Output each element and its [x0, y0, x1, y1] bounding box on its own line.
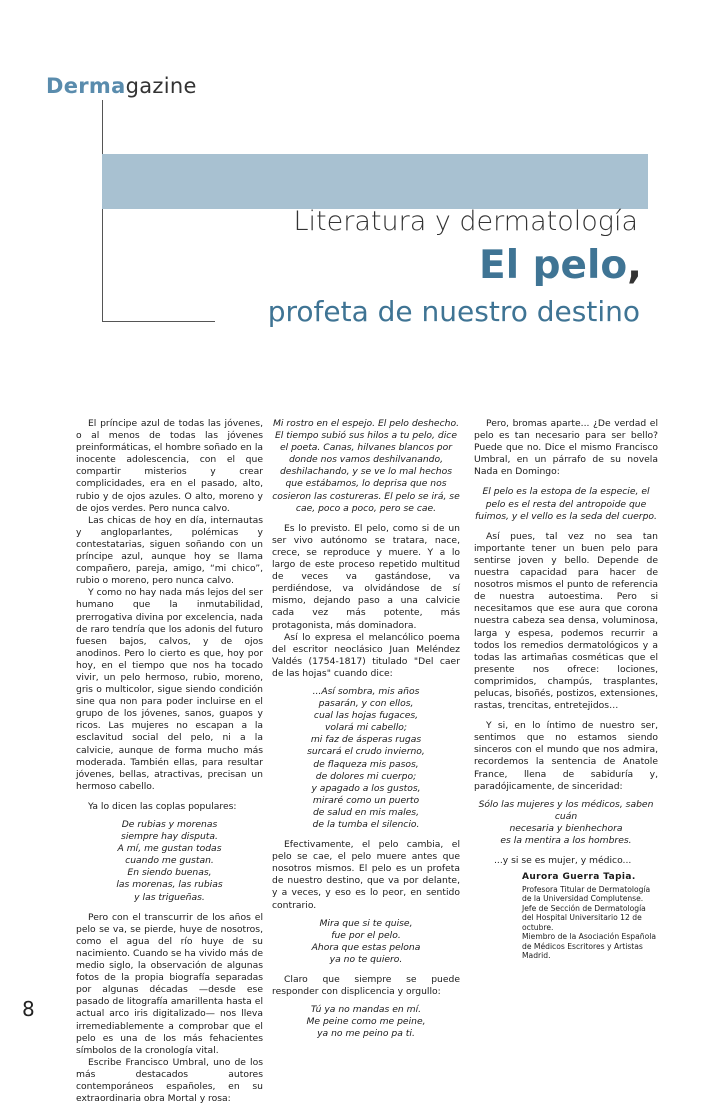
verse-line: volará mi cabello;	[325, 722, 407, 734]
quote-line: necesaria y bienhechora	[509, 822, 623, 834]
author-credential: Jefe de Sección de Dermatología	[522, 903, 646, 913]
section-kicker: Literatura y dermatología	[293, 206, 638, 237]
umbral-quote: Mi rostro en el espejo. El pelo deshecho. El tiempo subió sus hilos a tu pelo, dice el poeta. Canas, hilvanes blancos por donde nos vamos deshilvanando, deshilachando, y se ve lo mal hechos que estábamos, lo deprisa que nos cosieron las costureras. El pelo se irá, se cae, poco a poco, pero se cae.	[272, 418, 460, 514]
paragraph: Ya lo dicen las coplas populares:	[88, 800, 237, 812]
article-subtitle: profeta de nuestro destino	[267, 295, 640, 328]
verse-coplas	[76, 819, 263, 904]
paragraph: Las chicas de hoy en día, internautas y angloparlantes, polémicas y contestatarias, siguen soñando con un príncipe azul, aunque hoy se llama compañero, pareja, amigo, “mi chico”, rubio o moreno, pero nunca calvo.	[76, 514, 263, 587]
verse-line: y las trigueñas.	[134, 891, 205, 903]
author-credential: Profesora Titular de Dermatología	[522, 884, 651, 894]
verse-line: de dolores mi cuerpo;	[315, 770, 417, 782]
quote-line: Sólo las mujeres y los médicos, saben cuán	[478, 798, 654, 822]
paragraph: Y si, en lo íntimo de nuestro ser, sentimos que no estamos siendo sinceros con el mundo que nos admira, recordemos la sentencia de Anatole France, llena de sabiduría y, paradójicamente, de sinceridad:	[474, 720, 658, 792]
author-credential: del Hospital Universitario 12 de octubre.	[522, 913, 642, 932]
verse-line: cuando me gustan.	[125, 855, 214, 867]
title-band	[102, 154, 648, 209]
quote-line: es la mentira a los hombres.	[500, 835, 632, 846]
verse-line: pasarán, y con ellos,	[318, 698, 414, 710]
verse-line: En siendo buenas,	[127, 867, 212, 879]
decorative-horizontal-rule	[102, 321, 215, 322]
article-title	[479, 243, 642, 288]
paragraph: Escribe Francisco Umbral, uno de los más destacados autores contemporáneos españoles, en su extraordinaria obra Mortal y rosa:	[76, 1056, 263, 1105]
verse-line: siempre hay disputa.	[121, 831, 218, 843]
article-title-comma: ,	[627, 243, 642, 288]
author-credential: Miembro de la Asociación Española	[522, 932, 656, 942]
author-name: Aurora Guerra Tapia.	[522, 872, 636, 883]
paragraph: Es lo previsto. El pelo, como si de un ser vivo autónomo se tratara, nace, crece, se reproduce y muere. Y a lo largo de este proceso repetido multitud de veces va gastándose, va perdiéndose, va olvidándose de sí mismo, dejando paso a una calvicie cada vez más potente, más protagonista, más dominadora.	[272, 522, 460, 631]
paragraph: El príncipe azul de todas las jóvenes, o al menos de todas las jóvenes preinformáticas, el hombre soñado en la inocente adolescencia, con el que compartir misterios y crear complicidades, era en el pasado, alto, rubio y de ojos azules. O alto, moreno y de ojos verdes. Pero nunca calvo.	[76, 418, 263, 514]
paragraph: Y como no hay nada más lejos del ser humano que la inmutabilidad, prerrogativa divina por excelencia, nada de raro tendría que los adonis del futuro fuesen bajos, calvos, y de ojos anodinos. Pero lo cierto es que, hoy por hoy, en el tiempo que nos ha tocado vivir, un pelo hermoso, rubio, moreno, gris o multicolor, sigue siendo condición sine qua non para poder incluirse en el grupo de los jóvenes, sanos, guapos y ricos. Las mujeres no escapan a la esclavitud social del pelo, ni a la calvicie, aunque de forma mucho más moderada. También ellas, para resultar jóvenes, bellas, atractivas, precisan un hermoso cabello.	[76, 587, 263, 792]
umbral-quote-2: El pelo es la estopa de la especie, el pelo es el resta del antropoide que fuimos, y el vello es la seda del cuerpo.	[475, 486, 657, 522]
verse-peine	[272, 1004, 460, 1040]
paragraph: Así pues, tal vez no sea tan importante tener un buen pelo para sentirse joven y bello. Depende de nuestra capacidad para hacer de nosotros mismos el punto de referencia de nuestra autoestima. Pero si necesitamos que ese aura que corona nuestra cabeza sea densa, voluminosa, larga y espesa, podemos recurrir a todos los remedios dermatológicos y a todas las artimañas cosméticas que el presente nos ofrece: lociones, comprimidos, champús, trasplantes, pelucas, bisoñés, postizos, extensiones, rastas, trencitas, entretejidos…	[474, 530, 658, 712]
verse-line: Tú ya no mandas en mí.	[310, 1004, 422, 1016]
magazine-brand	[46, 74, 197, 98]
page-number: 8	[22, 997, 35, 1021]
closing-line: ...y si se es mujer, y médico...	[494, 855, 632, 867]
verse-line: y apagado a los gustos,	[311, 782, 421, 794]
verse-line: ...Así sombra, mis años	[312, 685, 420, 697]
paragraph: Claro que siempre se puede responder con displicencia y orgullo:	[272, 974, 460, 998]
paragraph: Efectivamente, el pelo cambia, el pelo se cae, el pelo muere antes que nosotros mismos. El pelo es un profeta de nuestro destino, que va por delante, y a veces, y eso es lo peor, en sentido contrario.	[272, 839, 460, 911]
verse-line: A mí, me gustan todas	[117, 843, 222, 855]
verse-line: de salud en mis males,	[312, 806, 420, 818]
text-column-3	[474, 418, 658, 961]
author-credential: de Médicos Escritores y Artistas Madrid.	[522, 941, 643, 961]
verse-line: ya no me peino pa ti.	[317, 1028, 415, 1040]
verse-line: De rubias y morenas	[121, 819, 218, 830]
paragraph: Así lo expresa el melancólico poema del escritor neoclásico Juan Meléndez Valdés (1754-1817) titulado "Del caer de las hojas" cuando dice:	[272, 631, 460, 679]
paragraph: Pero con el transcurrir de los años el pelo se va, se pierde, huye de nosotros, como el agua del río huye de su nacimiento. Cuando se ha vivido más de medio siglo, la observación de algunas fotos de la propia biografía separadas por algunas décadas —desde ese pasado de litografía amarillenta hasta el actual arco iris digitalizado— nos lleva irremediablemente a comprobar que el pelo es una de los más fehacientes símbolos de la cronología vital.	[76, 911, 263, 1056]
text-column-2	[272, 418, 460, 1047]
verse-line: Ahora que estas pelona	[311, 941, 421, 953]
verse-line: fue por el pelo.	[331, 929, 401, 941]
verse-line: de flaqueza mis pasos,	[313, 758, 419, 770]
verse-pelona	[272, 918, 460, 966]
verse-line: mi faz de ásperas rugas	[310, 734, 422, 746]
brand-rest: gazine	[125, 74, 197, 98]
verse-line: cual las hojas fugaces,	[313, 710, 419, 722]
verse-line: las morenas, las rubias	[116, 879, 223, 891]
verse-line: ya no te quiero.	[329, 953, 403, 965]
verse-line: Mira que si te quise,	[319, 917, 413, 929]
author-credential: de la Universidad Complutense.	[522, 894, 644, 904]
verse-melendez	[272, 686, 460, 831]
author-signature	[522, 873, 658, 961]
decorative-vertical-rule	[102, 100, 103, 322]
text-column-1	[76, 418, 263, 1105]
article-title-text: El pelo	[479, 243, 628, 288]
verse-line: Me peine como me peine,	[306, 1016, 426, 1028]
anatole-france-quote	[474, 799, 658, 847]
brand-bold: Derma	[46, 74, 126, 98]
paragraph: Pero, bromas aparte... ¿De verdad el pelo es tan necesario para ser bello? Puede que no. Dice el mismo Francisco Umbral, en un párrafo de su novela Nada en Domingo:	[474, 418, 658, 478]
verse-line: surcará el crudo invierno,	[307, 746, 425, 758]
verse-line: miraré como un puerto	[312, 794, 420, 806]
verse-line: de la tumba el silencio.	[312, 819, 420, 830]
